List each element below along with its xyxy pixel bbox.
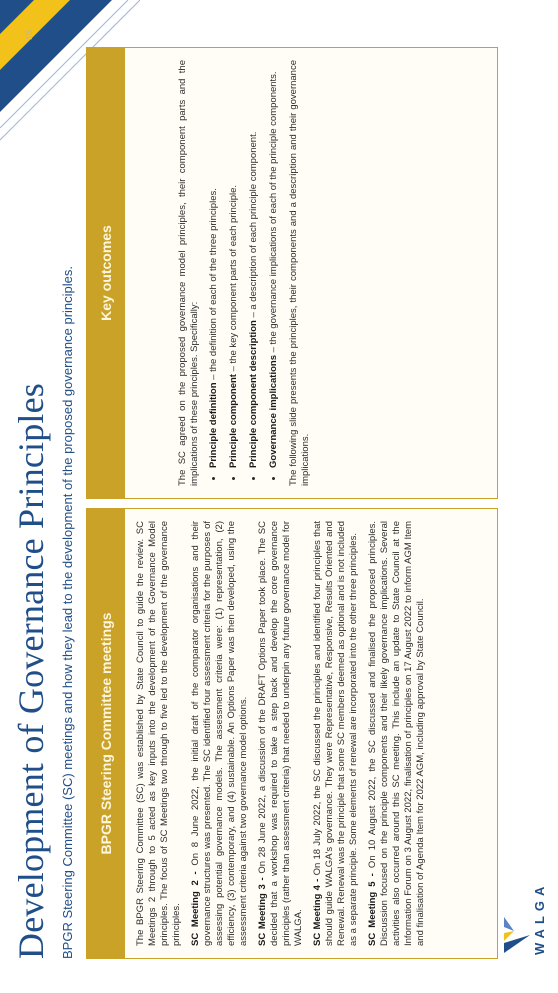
list-item (248, 60, 260, 468)
bullet-text: – the key component parts of each principle. (228, 184, 239, 375)
meeting-text: On 8 June 2022, the initial draft of the comparator organisations and their governance structures was presented. The SC identified four assessment criteria for the purposes of assessing potential governance models. The assessment criteria were: (1) representation, (2) efficiency, (3) contemporary, and (4) sustainable. An Options Paper was then developed, using the assessment criteria against two governance model options. (190, 520, 249, 946)
bullet-label: Governance implications (268, 355, 279, 468)
meeting-label: SC Meeting 3 - (257, 877, 268, 946)
meeting-paragraph (367, 521, 427, 946)
steering-committee-body (125, 509, 442, 958)
steering-committee-heading: BPGR Steering Committee meetings (87, 509, 125, 958)
key-outcomes-intro: The SC agreed on the proposed governance model principles, their component parts and the implications of these principles. Specifically: (177, 60, 200, 486)
meeting-label: SC Meeting 4 - (312, 878, 323, 946)
key-outcomes-panel (86, 47, 498, 499)
meeting-text: On 10 August 2022, the SC discussed and finalised the proposed principles. Discussion focused on the principle components and their likely governance implications. Several activities also occurred around this SC meeting. This include an update to State Council at the Information Forum on 3 August 2022, finalisation of principles on 17 August 2022 to inform AGM Item and finalisation of Agenda Item for 2022 AGM, including approval by State Council. (367, 521, 426, 946)
bullet-label: Principle definition (208, 382, 219, 468)
page-number: 18 (24, 30, 34, 41)
key-outcomes-heading: Key outcomes (87, 48, 125, 498)
list-item (208, 60, 220, 468)
bullet-text: – a description of each principle component. (248, 131, 259, 321)
steering-committee-panel (86, 508, 498, 959)
meeting-paragraph (312, 521, 360, 946)
bullet-label: Principle component description (248, 320, 259, 468)
meeting-paragraph (190, 521, 250, 946)
walga-logo-text: WALGA (532, 881, 547, 955)
bullet-label: Principle component (228, 374, 239, 468)
key-outcomes-list (208, 60, 280, 486)
page-title: Development of Governance Principles (11, 382, 51, 959)
walga-logo-icon (502, 915, 532, 955)
meeting-text: On 18 July 2022, the SC discussed the principles and identified four principles that should guide WALGA's governance. They were Representative, Responsive, Results Oriented and Renewal. Renewal was the principle that some SC members deemed as optional and is not included as a separate principle. Some elements of renewal are incorporated into the other three principles. (312, 521, 359, 946)
steering-committee-intro: The BPGR Steering Committee (SC) was established by State Council to guide the review. SC Meetings 2 through to 5 acted as key inputs into the development of the Governance Model principles. The focus of SC Meetings two through to five led to the development of the governance principles. (135, 521, 182, 946)
meeting-label: SC Meeting 2 - (190, 871, 201, 946)
walga-logo (502, 865, 546, 975)
bullet-text: – the governance implications of each of the principle components. (268, 71, 279, 356)
meeting-label: SC Meeting 5 - (367, 873, 378, 946)
list-item (268, 60, 280, 468)
bullet-text: – the definition of each of the three principles. (208, 188, 219, 383)
meeting-paragraph (257, 521, 305, 946)
key-outcomes-body (125, 48, 327, 498)
key-outcomes-closing: The following slide presents the principles, their components and a description and their governance implications. (288, 60, 311, 486)
meeting-text: On 28 June 2022, a discussion of the DRAFT Options Paper took place. The SC decided that a workshop was required to take a step back and develop the core governance principles (rather than assessment criteria) that needed to underpin any future governance model for WALGA. (257, 521, 304, 946)
list-item (228, 60, 240, 468)
page-subtitle: BPGR Steering Committee (SC) meetings and how they lead to the development of the proposed governance principles. (60, 266, 75, 959)
